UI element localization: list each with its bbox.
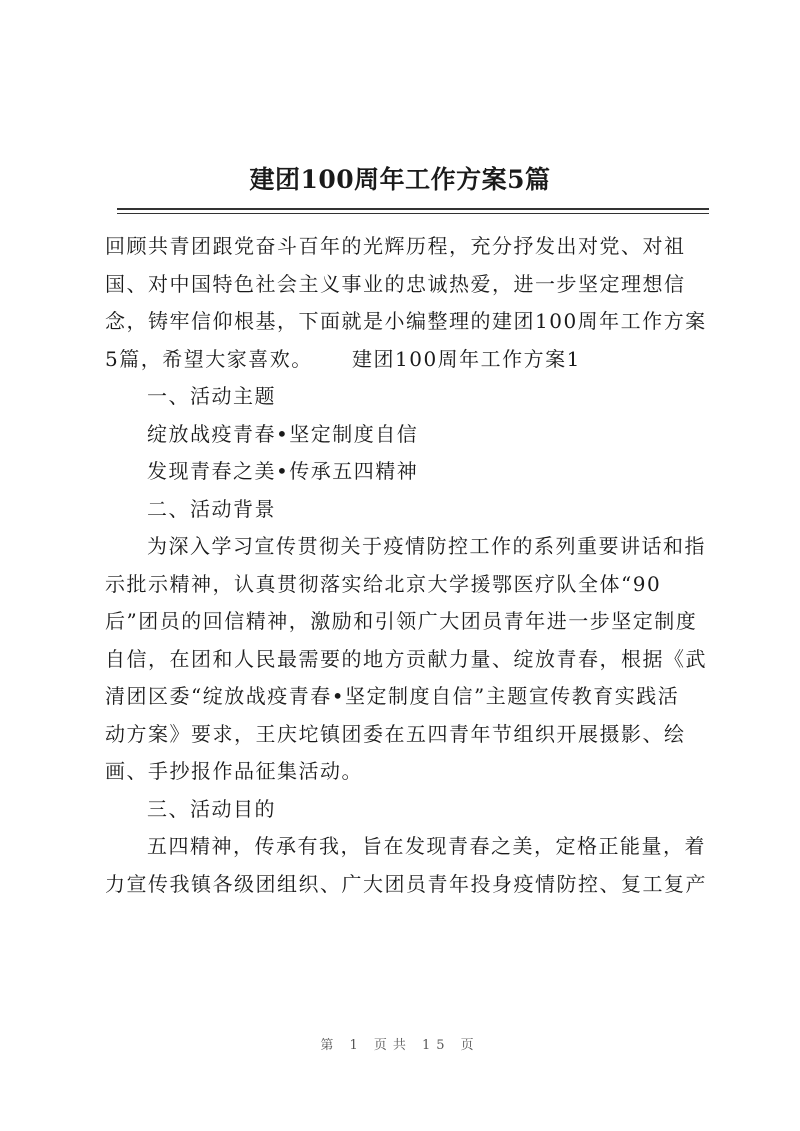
section-heading: 一、活动主题 [147, 384, 276, 408]
body-line: 为深入学习宣传贯彻关于疫情防控工作的系列重要讲话和指 [147, 534, 706, 558]
document-body [105, 228, 710, 903]
section-heading: 三、活动目的 [147, 796, 276, 821]
body-line: 五四精神，传承有我，旨在发现青春之美，定格正能量，着 [147, 834, 706, 858]
body-line: 动方案》要求，王庆坨镇团委在五四青年节组织开展摄影、绘 [105, 721, 686, 746]
page-footer: 第 1 页共 15 页 [320, 1038, 480, 1053]
body-line: 发现青春之美•传承五四精神 [147, 459, 419, 483]
body-line: 清团区委“绽放战疫青春•坚定制度自信”主题宣传教育实践活 [105, 684, 680, 708]
title-rule [117, 208, 709, 210]
body-line: 后”团员的回信精神，激励和引领广大团员青年进一步坚定制度 [105, 609, 698, 633]
body-line: 力宣传我镇各级团组织、广大团员青年投身疫情防控、复工复产 [105, 871, 707, 896]
body-line: 绽放战疫青春•坚定制度自信 [147, 421, 419, 446]
body-line: 示批示精神，认真贯彻落实给北京大学援鄂医疗队全体“90 [105, 571, 662, 596]
body-line: 画、手抄报作品征集活动。 [105, 759, 363, 783]
body-line: 自信，在团和人民最需要的地方贡献力量、绽放青春，根据《武 [105, 646, 707, 671]
document-title: 建团100周年工作方案5篇 [249, 165, 551, 194]
title-rule-thin [117, 213, 709, 214]
section-heading: 二、活动背景 [147, 496, 276, 521]
body-line: 念，铸牢信仰根基，下面就是小编整理的建团100周年工作方案 [105, 309, 707, 333]
body-line: 5篇，希望大家喜欢。 建团100周年工作方案1 [105, 346, 581, 371]
body-line: 回顾共青团跟党奋斗百年的光辉历程，充分抒发出对党、对祖 [105, 234, 686, 258]
body-line: 国、对中国特色社会主义事业的忠诚热爱，进一步坚定理想信 [105, 271, 686, 296]
